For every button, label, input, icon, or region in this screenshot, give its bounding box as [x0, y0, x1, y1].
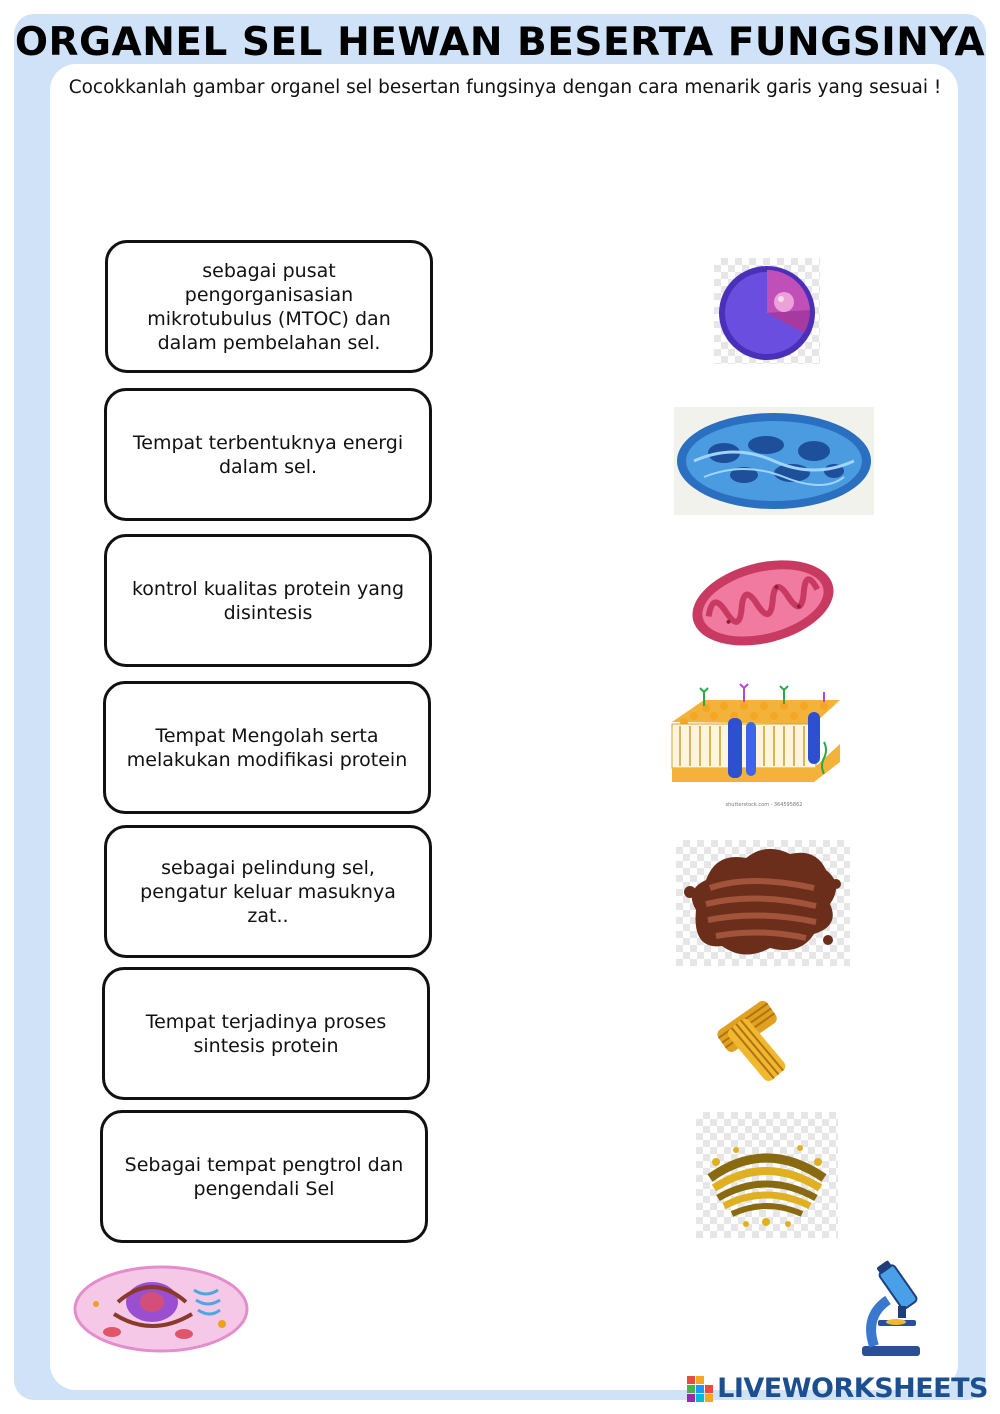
function-box-2[interactable]: Tempat terbentuknya energi dalam sel.: [104, 388, 432, 521]
brand-name: LIVEWORKSHEETS: [717, 1373, 988, 1404]
endoplasmic-reticulum-icon[interactable]: [674, 407, 874, 515]
page-title: ORGANEL SEL HEWAN BESERTA FUNGSINYA: [14, 20, 986, 65]
rough-er-icon[interactable]: [676, 840, 850, 966]
microscope-icon: [848, 1258, 928, 1360]
stock-caption: shutterstock.com · 364595862: [725, 802, 803, 808]
liveworksheets-icon: [687, 1376, 713, 1402]
function-box-1[interactable]: sebagai pusat pengorganisasian mikrotubulus (MTOC) dan dalam pembelahan sel.: [105, 240, 433, 373]
cell-membrane-icon[interactable]: [664, 682, 846, 800]
function-box-7[interactable]: Sebagai tempat pengtrol dan pengendali Sel: [100, 1110, 428, 1243]
function-box-4[interactable]: Tempat Mengolah serta melakukan modifikasi protein: [103, 681, 431, 814]
mitochondria-icon[interactable]: [684, 543, 840, 655]
function-box-6[interactable]: Tempat terjadinya proses sintesis protein: [102, 967, 430, 1100]
centriole-icon[interactable]: [702, 990, 814, 1094]
liveworksheets-logo: [687, 1373, 988, 1404]
golgi-apparatus-icon[interactable]: [696, 1112, 838, 1238]
instructions: Cocokkanlah gambar organel sel besertan fungsinya dengan cara menarik garis yang sesuai !: [68, 77, 942, 98]
function-box-5[interactable]: sebagai pelindung sel, pengatur keluar masuknya zat..: [104, 825, 432, 958]
animal-cell-icon: [72, 1262, 250, 1356]
function-box-3[interactable]: kontrol kualitas protein yang disintesis: [104, 534, 432, 667]
nucleus-icon[interactable]: [714, 258, 820, 364]
